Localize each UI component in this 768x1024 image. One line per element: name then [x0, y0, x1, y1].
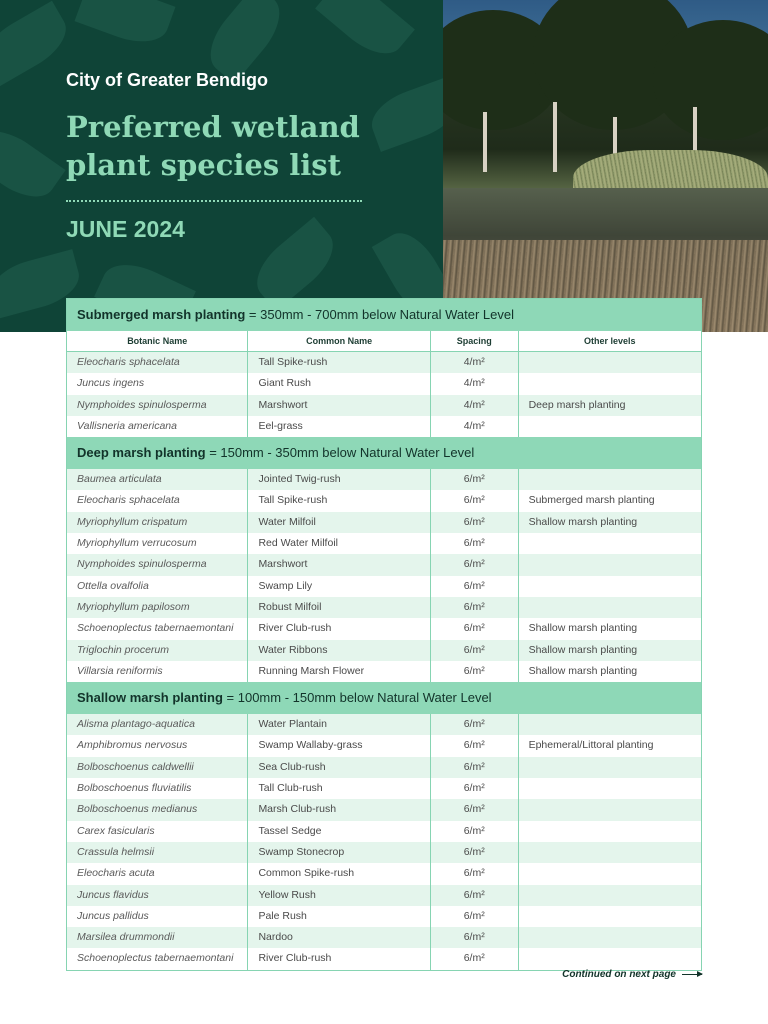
table-row	[67, 618, 701, 639]
tree-trunk	[553, 102, 557, 172]
section-header-submerged	[67, 299, 701, 331]
other-levels-cell	[519, 373, 701, 394]
other-levels-cell	[519, 757, 701, 778]
spacing-cell: 6/m²	[431, 554, 519, 575]
common-name-cell: Yellow Rush	[248, 885, 430, 906]
common-name-cell: Water Ribbons	[248, 640, 430, 661]
spacing-cell: 4/m²	[431, 352, 519, 373]
continued-note	[562, 969, 702, 980]
table-row	[67, 885, 701, 906]
spacing-cell: 6/m²	[431, 927, 519, 948]
table-row	[67, 352, 701, 373]
section-range: = 150mm - 350mm below Natural Water Level	[205, 445, 475, 461]
spacing-cell: 6/m²	[431, 640, 519, 661]
table-row	[67, 927, 701, 948]
other-levels-cell	[519, 863, 701, 884]
common-name-cell: Giant Rush	[248, 373, 430, 394]
common-name-cell: Swamp Wallaby-grass	[248, 735, 430, 756]
rows-shallow	[67, 714, 701, 970]
section-range: = 350mm - 700mm below Natural Water Level	[245, 307, 514, 322]
botanic-name-cell: Ottella ovalfolia	[67, 576, 248, 597]
common-name-cell: Robust Milfoil	[248, 597, 430, 618]
botanic-name-cell: Carex fasicularis	[67, 821, 248, 842]
other-levels-cell	[519, 799, 701, 820]
common-name-cell: Tall Club-rush	[248, 778, 430, 799]
botanic-name-cell: Marsilea drummondii	[67, 927, 248, 948]
table-row	[67, 469, 701, 490]
table-row	[67, 661, 701, 682]
botanic-name-cell: Alisma plantago-aquatica	[67, 714, 248, 735]
botanic-name-cell: Juncus pallidus	[67, 906, 248, 927]
dotted-divider	[66, 200, 362, 202]
section-name: Submerged marsh planting	[77, 307, 246, 322]
botanic-name-cell: Amphibromus nervosus	[67, 735, 248, 756]
other-levels-cell	[519, 821, 701, 842]
section-name: Deep marsh planting	[77, 445, 206, 461]
spacing-cell: 6/m²	[431, 948, 519, 969]
spacing-cell: 6/m²	[431, 735, 519, 756]
spacing-cell: 6/m²	[431, 863, 519, 884]
spacing-cell: 6/m²	[431, 576, 519, 597]
common-name-cell: Swamp Stonecrop	[248, 842, 430, 863]
spacing-cell: 4/m²	[431, 395, 519, 416]
botanic-name-cell: Nymphoides spinulosperma	[67, 554, 248, 575]
table-row	[67, 416, 701, 437]
botanic-name-cell: Baumea articulata	[67, 469, 248, 490]
rows-deep	[67, 469, 701, 682]
continued-text: Continued on next page	[562, 969, 676, 980]
arrow-right-icon	[682, 974, 702, 976]
botanic-name-cell: Juncus flavidus	[67, 885, 248, 906]
section-range: = 100mm - 150mm below Natural Water Level	[222, 690, 492, 706]
botanic-name-cell: Myriophyllum crispatum	[67, 512, 248, 533]
column-header-botanic: Botanic Name	[67, 331, 248, 351]
botanic-name-cell: Triglochin procerum	[67, 640, 248, 661]
botanic-name-cell: Bolboschoenus caldwellii	[67, 757, 248, 778]
common-name-cell: Marshwort	[248, 395, 430, 416]
common-name-cell: Water Plantain	[248, 714, 430, 735]
other-levels-cell	[519, 352, 701, 373]
common-name-cell: Eel-grass	[248, 416, 430, 437]
hero-banner	[0, 0, 768, 332]
common-name-cell: Sea Club-rush	[248, 757, 430, 778]
other-levels-cell: Shallow marsh planting	[528, 515, 638, 528]
common-name-cell: Marsh Club-rush	[248, 799, 430, 820]
spacing-cell: 4/m²	[431, 373, 519, 394]
spacing-cell: 6/m²	[431, 799, 519, 820]
table-row	[67, 597, 701, 618]
common-name-cell: Running Marsh Flower	[248, 661, 430, 682]
other-levels-cell: Ephemeral/Littoral planting	[528, 739, 654, 752]
other-levels-cell	[519, 778, 701, 799]
other-levels-cell	[519, 576, 701, 597]
botanic-name-cell: Eleocharis acuta	[67, 863, 248, 884]
spacing-cell: 6/m²	[431, 757, 519, 778]
spacing-cell: 4/m²	[431, 416, 519, 437]
spacing-cell: 6/m²	[431, 512, 519, 533]
botanic-name-cell: Myriophyllum papilosom	[67, 597, 248, 618]
botanic-name-cell: Juncus ingens	[67, 373, 248, 394]
table-row	[67, 863, 701, 884]
spacing-cell: 6/m²	[431, 885, 519, 906]
table-row	[67, 395, 701, 416]
spacing-cell: 6/m²	[431, 842, 519, 863]
table-row	[67, 576, 701, 597]
table-row	[67, 490, 701, 511]
section-name: Shallow marsh planting	[77, 690, 223, 706]
table-row	[67, 640, 701, 661]
table-row	[67, 948, 701, 969]
species-table	[66, 298, 702, 971]
table-row	[67, 512, 701, 533]
spacing-cell: 6/m²	[431, 597, 519, 618]
other-levels-cell	[519, 885, 701, 906]
other-levels-cell: Shallow marsh planting	[528, 643, 638, 656]
other-levels-cell: Shallow marsh planting	[528, 622, 638, 635]
table-row	[67, 735, 701, 756]
common-name-cell: Tassel Sedge	[248, 821, 430, 842]
botanic-name-cell: Bolboschoenus medianus	[67, 799, 248, 820]
other-levels-cell	[519, 948, 701, 969]
spacing-cell: 6/m²	[431, 714, 519, 735]
other-levels-cell	[519, 469, 701, 490]
common-name-cell: Tall Spike-rush	[248, 352, 430, 373]
table-row	[67, 714, 701, 735]
column-header-common: Common Name	[248, 331, 430, 351]
spacing-cell: 6/m²	[431, 533, 519, 554]
common-name-cell: Water Milfoil	[248, 512, 430, 533]
botanic-name-cell: Myriophyllum verrucosum	[67, 533, 248, 554]
common-name-cell: Tall Spike-rush	[248, 490, 430, 511]
spacing-cell: 6/m²	[431, 821, 519, 842]
table-row	[67, 533, 701, 554]
section-header-shallow	[67, 682, 701, 714]
page-title: Preferred wetland plant species list	[66, 110, 360, 182]
spacing-cell: 6/m²	[431, 906, 519, 927]
other-levels-cell	[519, 597, 701, 618]
common-name-cell: Common Spike-rush	[248, 863, 430, 884]
leaf-pattern	[315, 0, 415, 66]
botanic-name-cell: Schoenoplectus tabernaemontani	[67, 618, 248, 639]
organization-name: City of Greater Bendigo	[66, 70, 269, 90]
leaf-pattern	[0, 1, 76, 88]
wetland-photo	[443, 0, 768, 332]
other-levels-cell: Deep marsh planting	[528, 398, 626, 411]
other-levels-cell	[519, 842, 701, 863]
other-levels-cell	[519, 533, 701, 554]
botanic-name-cell: Bolboschoenus fluviatilis	[67, 778, 248, 799]
other-levels-cell: Shallow marsh planting	[528, 664, 638, 677]
table-row	[67, 554, 701, 575]
table-row	[67, 373, 701, 394]
spacing-cell: 6/m²	[431, 469, 519, 490]
spacing-cell: 6/m²	[431, 618, 519, 639]
tree-trunk	[483, 112, 487, 172]
rows-submerged	[67, 352, 701, 437]
common-name-cell: Pale Rush	[248, 906, 430, 927]
spacing-cell: 6/m²	[431, 661, 519, 682]
section-header-deep	[67, 437, 701, 469]
botanic-name-cell: Nymphoides spinulosperma	[67, 395, 248, 416]
column-headers	[67, 331, 701, 352]
table-row	[67, 799, 701, 820]
common-name-cell: River Club-rush	[248, 948, 430, 969]
column-header-other: Other levels	[584, 336, 636, 346]
common-name-cell: Marshwort	[248, 554, 430, 575]
common-name-cell: River Club-rush	[248, 618, 430, 639]
botanic-name-cell: Vallisneria americana	[67, 416, 248, 437]
leaf-pattern	[0, 119, 66, 210]
table-row	[67, 821, 701, 842]
column-header-spacing: Spacing	[431, 331, 519, 351]
botanic-name-cell: Crassula helmsii	[67, 842, 248, 863]
other-levels-cell	[519, 416, 701, 437]
other-levels-cell: Submerged marsh planting	[528, 494, 655, 507]
common-name-cell: Swamp Lily	[248, 576, 430, 597]
other-levels-cell	[519, 714, 701, 735]
spacing-cell: 6/m²	[431, 490, 519, 511]
common-name-cell: Nardoo	[248, 927, 430, 948]
table-row	[67, 778, 701, 799]
common-name-cell: Jointed Twig-rush	[248, 469, 430, 490]
table-row	[67, 757, 701, 778]
table-row	[67, 842, 701, 863]
other-levels-cell	[519, 554, 701, 575]
botanic-name-cell: Villarsia reniformis	[67, 661, 248, 682]
leaf-pattern	[75, 0, 176, 52]
spacing-cell: 6/m²	[431, 778, 519, 799]
publication-date: JUNE 2024	[66, 216, 185, 242]
botanic-name-cell: Eleocharis sphacelata	[67, 352, 248, 373]
botanic-name-cell: Eleocharis sphacelata	[67, 490, 248, 511]
table-row	[67, 906, 701, 927]
botanic-name-cell: Schoenoplectus tabernaemontani	[67, 948, 248, 969]
other-levels-cell	[519, 927, 701, 948]
other-levels-cell	[519, 906, 701, 927]
common-name-cell: Red Water Milfoil	[248, 533, 430, 554]
